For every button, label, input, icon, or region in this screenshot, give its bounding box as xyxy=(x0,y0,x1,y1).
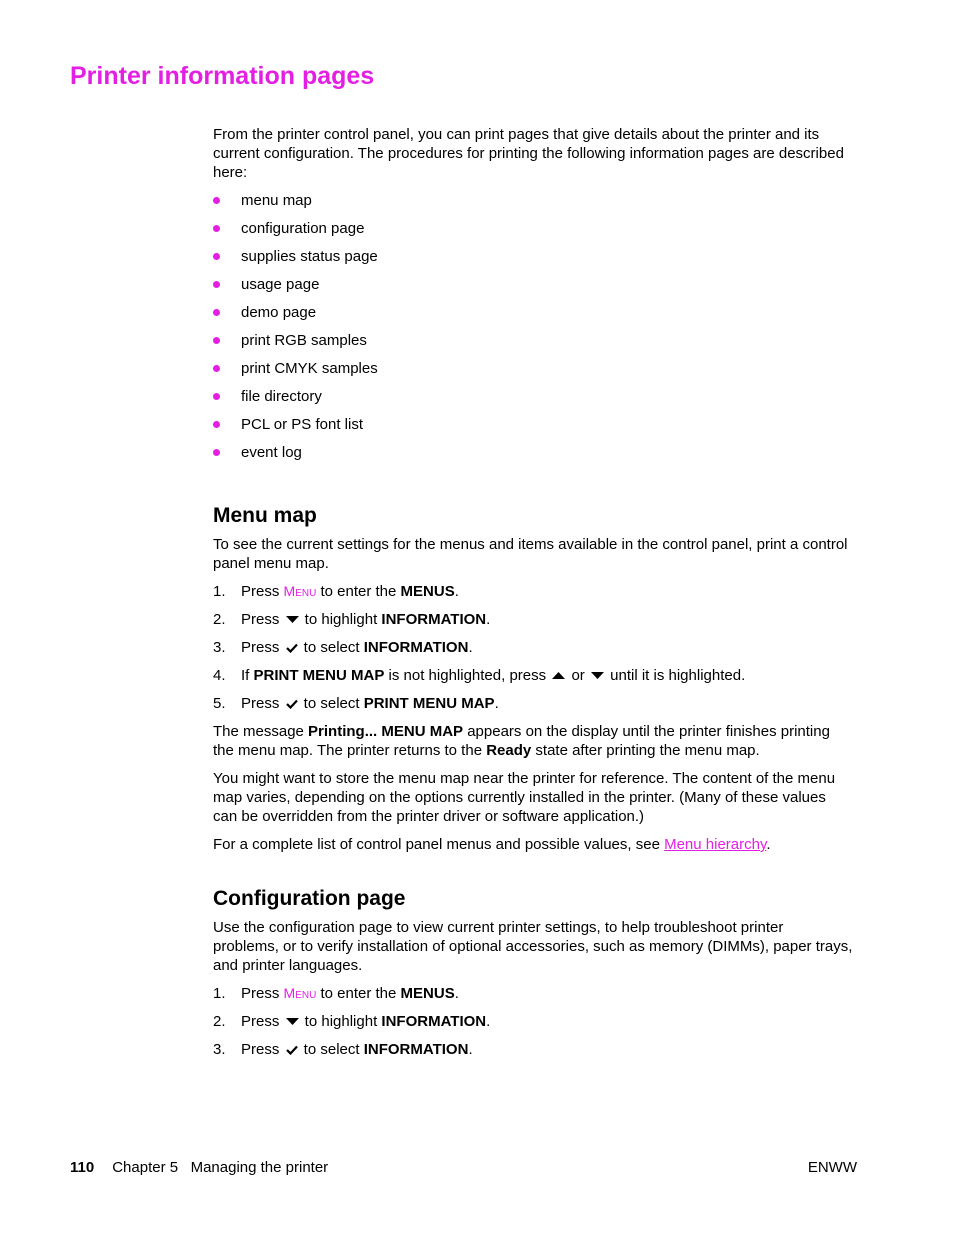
footer-right-label: ENWW xyxy=(807,1159,857,1176)
step-item: 3. Press to select INFORMATION. xyxy=(213,1041,473,1058)
content xyxy=(213,125,853,1068)
step-item: 3. Press to select INFORMATION. xyxy=(213,639,473,656)
bullet-icon xyxy=(213,365,220,372)
step-item: 2. Press to highlight INFORMATION. xyxy=(213,611,491,628)
up-arrow-icon xyxy=(552,672,565,680)
step-item: 5. Press to select PRINT MENU MAP. xyxy=(213,695,499,712)
bullet-icon xyxy=(213,393,220,400)
checkmark-icon xyxy=(286,643,298,653)
list-item: configuration page xyxy=(213,219,853,247)
bullet-icon xyxy=(213,281,220,288)
list-item: supplies status page xyxy=(213,247,853,275)
page-number: 110 xyxy=(70,1159,95,1176)
bullet-icon xyxy=(213,197,220,204)
list-item: event log xyxy=(213,443,853,471)
menu-key-label: Menu xyxy=(283,583,317,599)
menu-map-reference-paragraph: For a complete list of control panel menus and possible values, see Menu hierarchy. xyxy=(213,836,771,853)
down-arrow-icon xyxy=(286,1018,299,1026)
configuration-page-heading: Configuration page xyxy=(213,887,406,910)
menu-map-heading: Menu map xyxy=(213,504,317,527)
list-item: file directory xyxy=(213,387,853,415)
bullet-icon xyxy=(213,309,220,316)
checkmark-icon xyxy=(286,699,298,709)
step-item: 4. If PRINT MENU MAP is not highlighted, press or until it is highlighted. xyxy=(213,667,746,684)
step-item: 1. Press Menu to enter the MENUS. xyxy=(213,985,459,1002)
step-item: 1. Press Menu to enter the MENUS. xyxy=(213,583,459,600)
list-item: print CMYK samples xyxy=(213,359,853,387)
bullet-icon xyxy=(213,337,220,344)
list-item: usage page xyxy=(213,275,853,303)
bullet-icon xyxy=(213,225,220,232)
page-title: Printer information pages xyxy=(70,62,375,90)
list-item: menu map xyxy=(213,191,853,219)
page-footer xyxy=(70,1158,857,1177)
menu-map-steps xyxy=(213,582,853,722)
menu-map-store-paragraph: You might want to store the menu map near the printer for reference. The content of the menu map varies, depending on the options currently installed in the printer. (Many of these values can be overridden from the printer driver or software application.) xyxy=(213,770,836,825)
menu-key-label: Menu xyxy=(283,985,317,1001)
chapter-label: Chapter 5 Managing the printer xyxy=(112,1159,329,1176)
bullet-icon xyxy=(213,253,220,260)
list-item: demo page xyxy=(213,303,853,331)
down-arrow-icon xyxy=(591,672,604,680)
configuration-page-steps xyxy=(213,984,853,1068)
bullet-icon xyxy=(213,421,220,428)
menu-map-message-paragraph: The message Printing... MENU MAP appears on the display until the printer finishes printing the menu map. The printer returns to the Ready state after printing the menu map. xyxy=(213,723,830,759)
configuration-page-intro: Use the configuration page to view current printer settings, to help troubleshoot printer problems, or to verify installation of optional accessories, such as memory (DIMMs), paper trays, and printer languages. xyxy=(213,919,853,974)
step-item: 2. Press to highlight INFORMATION. xyxy=(213,1013,491,1030)
info-pages-list xyxy=(213,191,853,471)
list-item: PCL or PS font list xyxy=(213,415,853,443)
menu-map-intro: To see the current settings for the menus and items available in the control panel, print a control panel menu map. xyxy=(213,536,848,572)
menu-hierarchy-link[interactable]: Menu hierarchy xyxy=(664,836,767,853)
intro-paragraph: From the printer control panel, you can print pages that give details about the printer and its current configuration. The procedures for printing the following information pages are described here: xyxy=(213,126,844,181)
bullet-icon xyxy=(213,449,220,456)
down-arrow-icon xyxy=(286,616,299,624)
list-item: print RGB samples xyxy=(213,331,853,359)
checkmark-icon xyxy=(286,1045,298,1055)
